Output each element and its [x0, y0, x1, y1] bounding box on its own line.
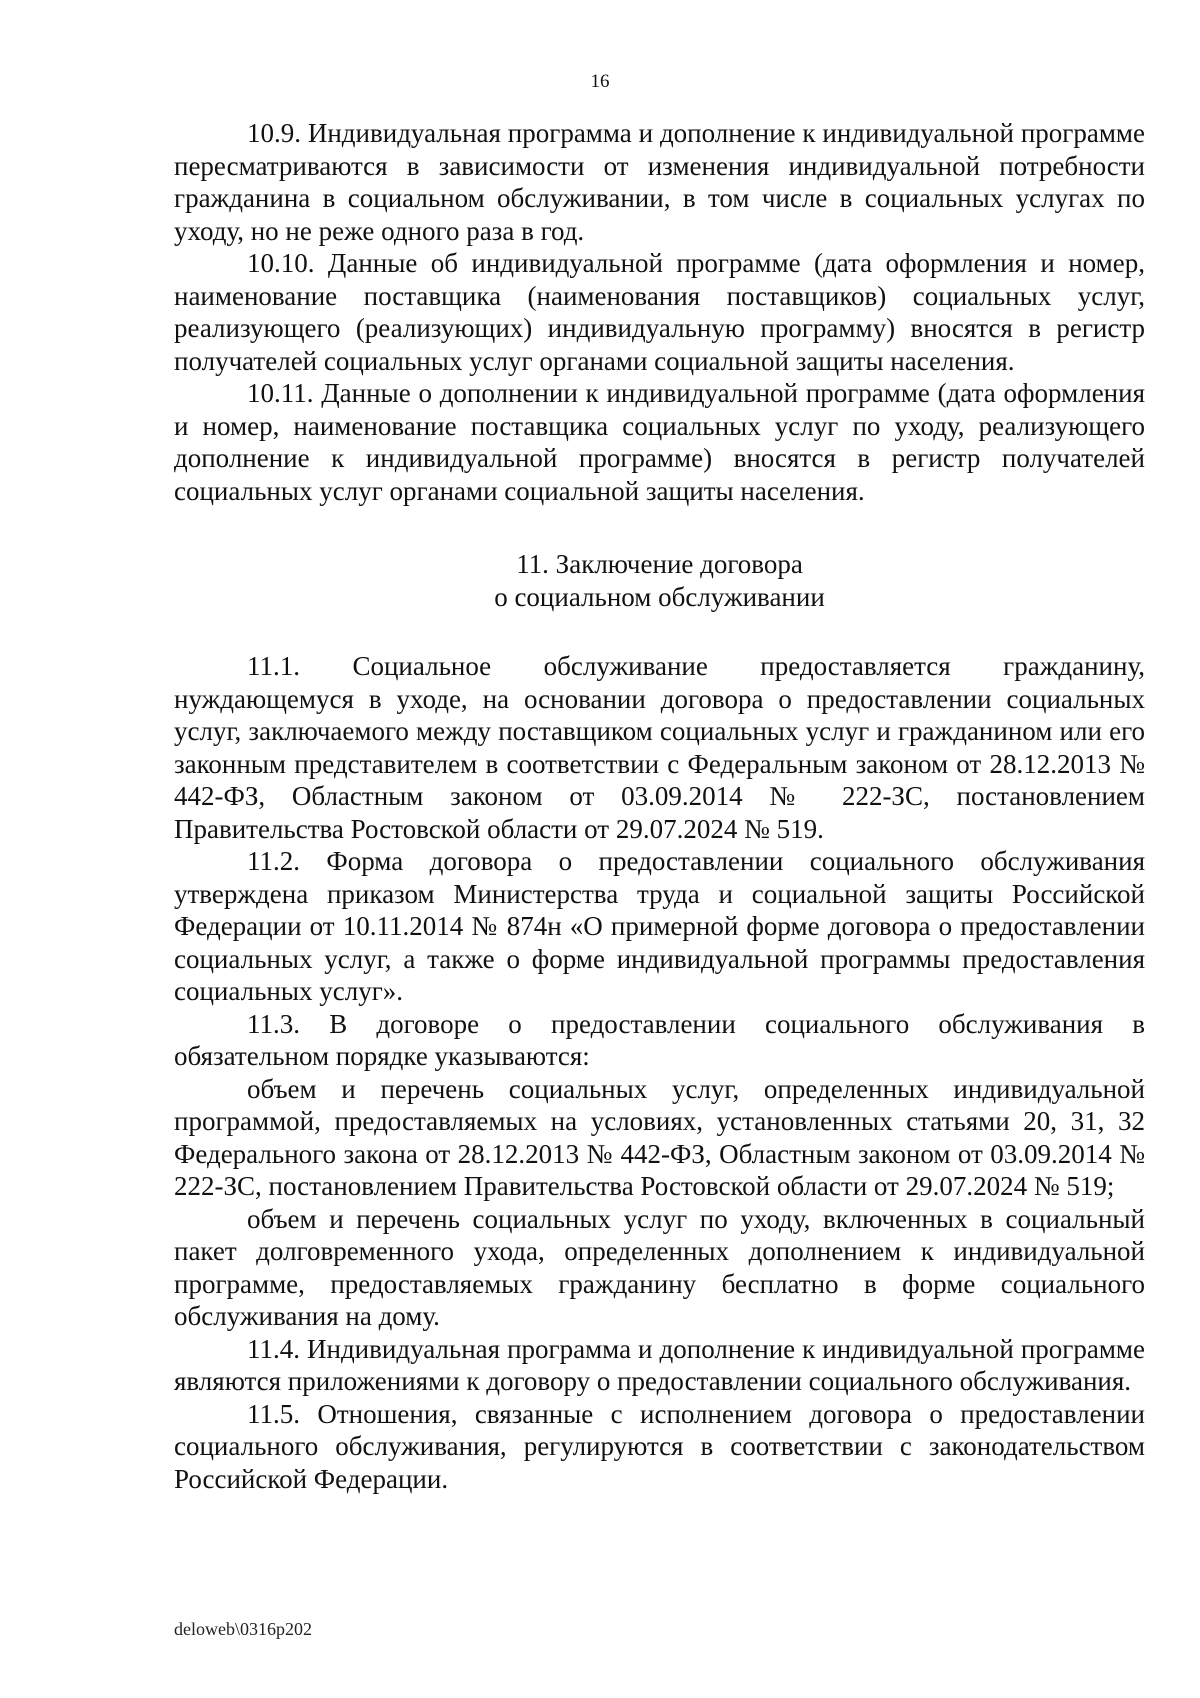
paragraph-11-3-item-1: объем и перечень социальных услуг, определенных индивидуальной программой, предоставляемых на условиях, установленных статьями 20, 31, 32 Федерального закона от 28.12.2013 № 442-ФЗ, Областным законом от 03.09.2014 № 222-ЗС, постановлением Правительства Ростовской области от 29.07.2024 № 519; — [174, 1073, 1145, 1201]
paragraph-11-3-item-2: объем и перечень социальных услуг по уходу, включенных в социальный пакет долговременного ухода, определенных дополнением к индивидуальной программе, предоставляемых гражданину бесплатно в форме социального обслуживания на дому. — [174, 1203, 1145, 1331]
document-body — [174, 117, 1145, 1495]
paragraph-11-3: 11.3. В договоре о предоставлении социального обслуживания в обязательном порядке указываются: — [174, 1008, 1145, 1071]
paragraph-11-4: 11.4. Индивидуальная программа и дополнение к индивидуальной программе являются приложениями к договору о предоставлении социального обслуживания. — [174, 1333, 1145, 1396]
section-heading-line-2: о социальном обслуживании — [494, 582, 825, 612]
paragraph-10-10: 10.10. Данные об индивидуальной программе (дата оформления и номер, наименование поставщика (наименования поставщиков) социальных услуг, реализующего (реализующих) индивидуальную программу) вносятся в регистр получателей социальных услуг органами социальной защиты населения. — [174, 248, 1145, 376]
paragraph-10-9: 10.9. Индивидуальная программа и дополнение к индивидуальной программе пересматриваются в зависимости от изменения индивидуальной потребности гражданина в социальном обслуживании, в том числе в социальных услугах по уходу, но не реже одного раза в год. — [174, 118, 1145, 246]
page-number: 16 — [590, 71, 610, 92]
paragraph-11-2: 11.2. Форма договора о предоставлении социального обслуживания утверждена приказом Министерства труда и социальной защиты Российской Федерации от 10.11.2014 № 874н «О примерной форме договора о предоставлении социальных услуг, а также о форме индивидуальной программы предоставления социальных услуг». — [174, 846, 1145, 1006]
paragraph-11-5: 11.5. Отношения, связанные с исполнением договора о предоставлении социального обслуживания, регулируются в соответствии с законодательством Российской Федерации. — [174, 1398, 1145, 1494]
section-heading-11 — [174, 548, 1145, 614]
document-footer-code: deloweb\0316p202 — [174, 1619, 312, 1639]
paragraph-10-11: 10.11. Данные о дополнении к индивидуальной программе (дата оформления и номер, наименование поставщика социальных услуг по уходу, реализующего дополнение к индивидуальной программе) вносятся в регистр получателей социальных услуг органами социальной защиты населения. — [174, 378, 1145, 506]
section-heading-line-1: 11. Заключение договора — [516, 549, 803, 579]
paragraph-11-1: 11.1. Социальное обслуживание предоставляется гражданину, нуждающемуся в уходе, на основании договора о предоставлении социальных услуг, заключаемого между поставщиком социальных услуг и гражданином или его законным представителем в соответствии с Федеральным законом от 28.12.2013 № 442-ФЗ, Областным законом от 03.09.2014 № 222-ЗС, постановлением Правительства Ростовской области от 29.07.2024 № 519. — [174, 651, 1145, 844]
